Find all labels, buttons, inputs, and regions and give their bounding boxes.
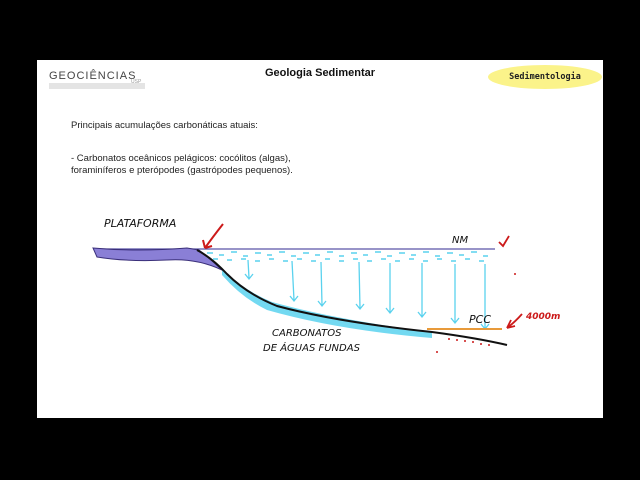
logo-text: GEOCIÊNCIAS [49, 70, 137, 82]
label-depth: 4000m [526, 312, 561, 322]
surface-plankton [207, 252, 488, 261]
label-deep-carbonates-2: DE ÁGUAS FUNDAS [263, 343, 360, 354]
platform-shelf [93, 248, 222, 270]
slide [37, 60, 603, 418]
ccd-pointer-arrow [507, 314, 522, 328]
shelf-diagram [37, 60, 603, 418]
label-ccd: PCC [469, 313, 491, 326]
slide-title: Geologia Sedimentar [264, 67, 376, 79]
platform-pointer-arrow [203, 224, 223, 248]
seafloor-line [197, 250, 507, 345]
settling-arrows [245, 260, 489, 329]
label-platform: PLATAFORMA [104, 217, 177, 230]
bullet-text: - Carbonatos oceânicos pelágicos: cocólitos (algas), foraminíferos e pterópodes (gastrópodes pequenos). [71, 153, 293, 176]
label-sea-level: NM [452, 235, 469, 246]
sea-level-check-mark [499, 236, 509, 246]
logo-subtext: USP [131, 79, 142, 85]
topic-badge: Sedimentologia [488, 65, 602, 89]
label-deep-carbonates-1: CARBONATOS [272, 328, 342, 339]
intro-text: Principais acumulações carbonáticas atuais: [71, 120, 258, 131]
